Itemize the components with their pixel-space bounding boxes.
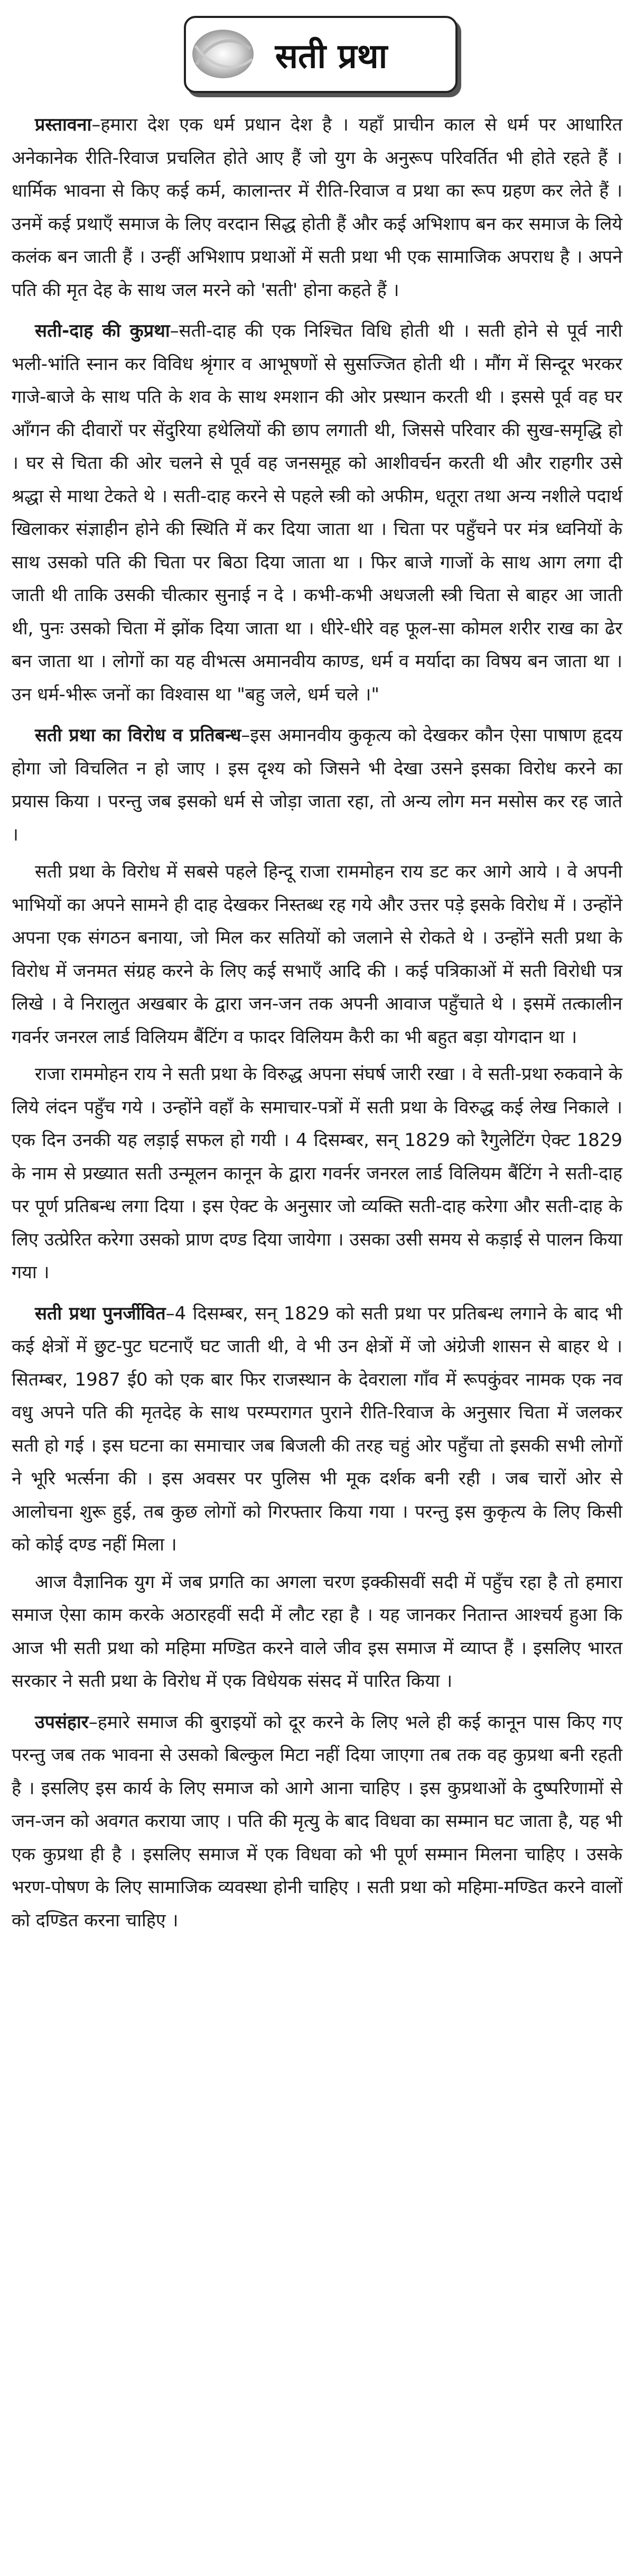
- paragraph-upsanhar: [12, 1706, 622, 1937]
- section-label: सती-दाह की कुप्रथा: [35, 320, 170, 341]
- paragraph-virodh: [12, 719, 622, 851]
- paragraph-london: [12, 1058, 622, 1289]
- paragraph-text: –सती-दाह की एक निश्चित विधि होती थी । सती होने से पूर्व नारी भली-भांति स्नान कर विविध श्रृंगार व आभूषणों से सुसज्जित होती थी । मौंग में सिन्दूर भरकर गाजे-बाजे के साथ पति के शव के साथ श्मशान की ओर प्रस्थान करती थी । इससे पूर्व वह घर आँगन की दीवारों पर सेंदुरिया हथेलियों की छाप लगाती थी, जिससे परिवार की सुख-समृद्धि हो । घर से चिता की ओर चलने से पूर्व वह जनसमूह को आशीवर्चन करती थी और राहगीर उसे श्रद्धा से माथा टेकते थे । सती-दाह करने से पहले स्त्री को अफीम, धतूरा तथा अन्य नशीले पदार्थ खिलाकर संज्ञाहीन होने की स्थिति में कर दिया जाता था । चिता पर पहुँचने पर मंत्र ध्वनियों के साथ उसको पति की चिता पर बिठा दिया जाता था । फिर बाजे गाजों के साथ आग लगा दी जाती थी ताकि उसकी चीत्कार सुनाई न दे । कभी-कभी अधजली स्त्री चिता से बाहर आ जाती थी, पुनः उसको चिता में झोंक दिया जाता था । धीरे-धीरे वह फूल-सा कोमल शरीर राख का ढेर बन जाता था । लोगों का यह वीभत्स अमानवीय काण्ड, धर्म व मर्यादा का विषय बन जाता था । उन धर्म-भीरू जनों का विश्वास था "बहु जले, धर्म चले ।": [12, 320, 623, 705]
- section-label: सती प्रथा पुनर्जीवित: [35, 1303, 166, 1324]
- paragraph-text: सती प्रथा के विरोध में सबसे पहले हिन्दू राजा राममोहन राय डट कर आगे आये । वे अपनी भाभियों का अपने सामने ही दाह देखकर निस्तब्ध रह गये और उत्तर पड़े इसके विरोध में । उन्होंने अपना एक संगठन बनाया, जो मिल कर सतियों को जलाने से रोकते थे । उन्होंने सती प्रथा के विरोध में जनमत संग्रह करने के लिए कई सभाएँ आदि की । कई पत्रिकाओं में सती विरोधी पत्र लिखे । वे निरालुत अखबार के द्वारा जन-जन तक अपनी आवाज पहुँचाते थे । इसमें तत्कालीन गवर्नर जनरल लार्ड विलियम बैंटिंग व फादर विलियम कैरी का भी बहुत बड़ा योगदान था ।: [12, 861, 623, 1048]
- paragraph-sati-daah: [12, 315, 622, 711]
- page-title: सती प्रथा: [275, 36, 388, 76]
- section-label: उपसंहार: [35, 1711, 89, 1733]
- section-label: प्रस्तावना: [35, 114, 92, 135]
- paragraph-text: –हमारा देश एक धर्म प्रधान देश है । यहाँ प्राचीन काल से धर्म पर आधारित अनेकानेक रीति-रिवाज प्रचलित होते आए हैं जो युग के अनुरूप परिवर्तित भी होते रहते हैं । धार्मिक भावना से किए कई कर्म, कालान्तर में रीति-रिवाज व प्रथा का रूप ग्रहण कर लेते हैं । उनमें कई प्रथाएँ समाज के लिए वरदान सिद्ध होती हैं और कई अभिशाप बन कर समाज के लिये कलंक बन जाती हैं । उन्हीं अभिशाप प्रथाओं में सती प्रथा भी एक सामाजिक अपराध है । अपने पति की मृत देह के साथ जल मरने को 'सती' होना कहते हैं ।: [12, 114, 622, 301]
- paragraph-punarjivit: [12, 1297, 622, 1562]
- paragraph-text: राजा राममोहन राय ने सती प्रथा के विरुद्ध अपना संघर्ष जारी रखा । वे सती-प्रथा रुकवाने के लिये लंदन पहुँच गये । उन्होंने वहाँ के समाचार-पत्रों में सती प्रथा के विरुद्ध कई लेख निकाले । एक दिन उनकी यह लड़ाई सफल हो गयी । 4 दिसम्बर, सन् 1829 को रैगुलेटिंग ऐक्ट 1829 के नाम से प्रख्यात सती उन्मूलन कानून के द्वारा गवर्नर जनरल लार्ड विलियम बैंटिंग ने सती-दाह पर पूर्ण प्रतिबन्ध लगा दिया । इस ऐक्ट के अनुसार जो व्यक्ति सती-दाह करेगा और सती-दाह के लिए उत्प्रेरित करेगा उसको प्राण दण्ड दिया जायेगा । उसका उसी समय से कड़ाई से पालन किया गया ।: [12, 1064, 622, 1283]
- paragraph-text: –इस अमानवीय कुकृत्य को देखकर कौन ऐसा पाषाण हृदय होगा जो विचलित न हो जाए । इस दृश्य को जिसने भी देखा उसने इसका विरोध करने का प्रयास किया । परन्तु जब इसको धर्म से जोड़ा जाता रहा, तो अन्य लोग मन मसोस कर रह जाते ।: [12, 725, 622, 845]
- paragraph-vaigyanik-yug: [12, 1566, 622, 1698]
- paragraph-intro: [12, 108, 622, 307]
- paragraph-text: आज वैज्ञानिक युग में जब प्रगति का अगला चरण इक्कीसवीं सदी में पहुँच रहा है तो हमारा समाज ऐसा काम करके अठारहवीं सदी में लौट रहा है । यह जानकर नितान्त आश्चर्य हुआ कि आज भी सती प्रथा को महिमा मण्डित करने वाले जीव इस समाज में व्याप्त हैं । इसलिए भारत सरकार ने सती प्रथा के विरोध में एक विधेयक संसद में पारित किया ।: [12, 1571, 622, 1692]
- paragraph-text: –हमारे समाज की बुराइयों को दूर करने के लिए भले ही कई कानून पास किए गए परन्तु जब तक भावना से उसको बिल्कुल मिटा नहीं दिया जाएगा तब तक वह कुप्रथा बनी रहती है । इसलिए इस कार्य के लिए समाज को आगे आना चाहिए । इस कुप्रथाओं के दुष्परिणामों से जन-जन को अवगत कराया जाए । पति की मृत्यु के बाद विधवा का सम्मान घट जाता है, यह भी एक कुप्रथा ही है । इसलिए समाज में एक विधवा को भी पूर्ण सम्मान मिलना चाहिए । उसके भरण-पोषण के लिए सामाजिक व्यवस्था होनी चाहिए । सती प्रथा को महिमा-मण्डित करने वालों को दण्डित करना चाहिए ।: [12, 1711, 622, 1931]
- title-banner: [184, 16, 458, 93]
- essay-body: [12, 108, 622, 1945]
- paragraph-text: –4 दिसम्बर, सन् 1829 को सती प्रथा पर प्रतिबन्ध लगाने के बाद भी कई क्षेत्रों में छुट-पुट घटनाएँ घट जाती थी, वे भी उन क्षेत्रों में जो अंग्रेजी शासन से बाहर थे । सितम्बर, 1987 ई0 को एक बार फिर राजस्थान के देवराला गाँव में रूपकुंवर नामक एक नव वधु अपने पति की मृतदेह के साथ परम्परागत पुराने रीति-रिवाज के अनुसार चिता में जलकर सती हो गई । इस घटना का समाचार जब बिजली की तरह चहुं ओर पहुँचा तो इसकी सभी लोगों ने भूरि भर्त्सना की । इस अवसर पर पुलिस भी मूक दर्शक बनी रही । जब चारों ओर से आलोचना शुरू हुई, तब कुछ लोगों को गिरफ्तार किया गया । परन्तु इस कुकृत्य के लिए किसी को कोई दण्ड नहीं मिला ।: [12, 1303, 622, 1555]
- section-label: सती प्रथा का विरोध व प्रतिबन्ध: [35, 725, 241, 746]
- paragraph-rammohan: [12, 855, 622, 1054]
